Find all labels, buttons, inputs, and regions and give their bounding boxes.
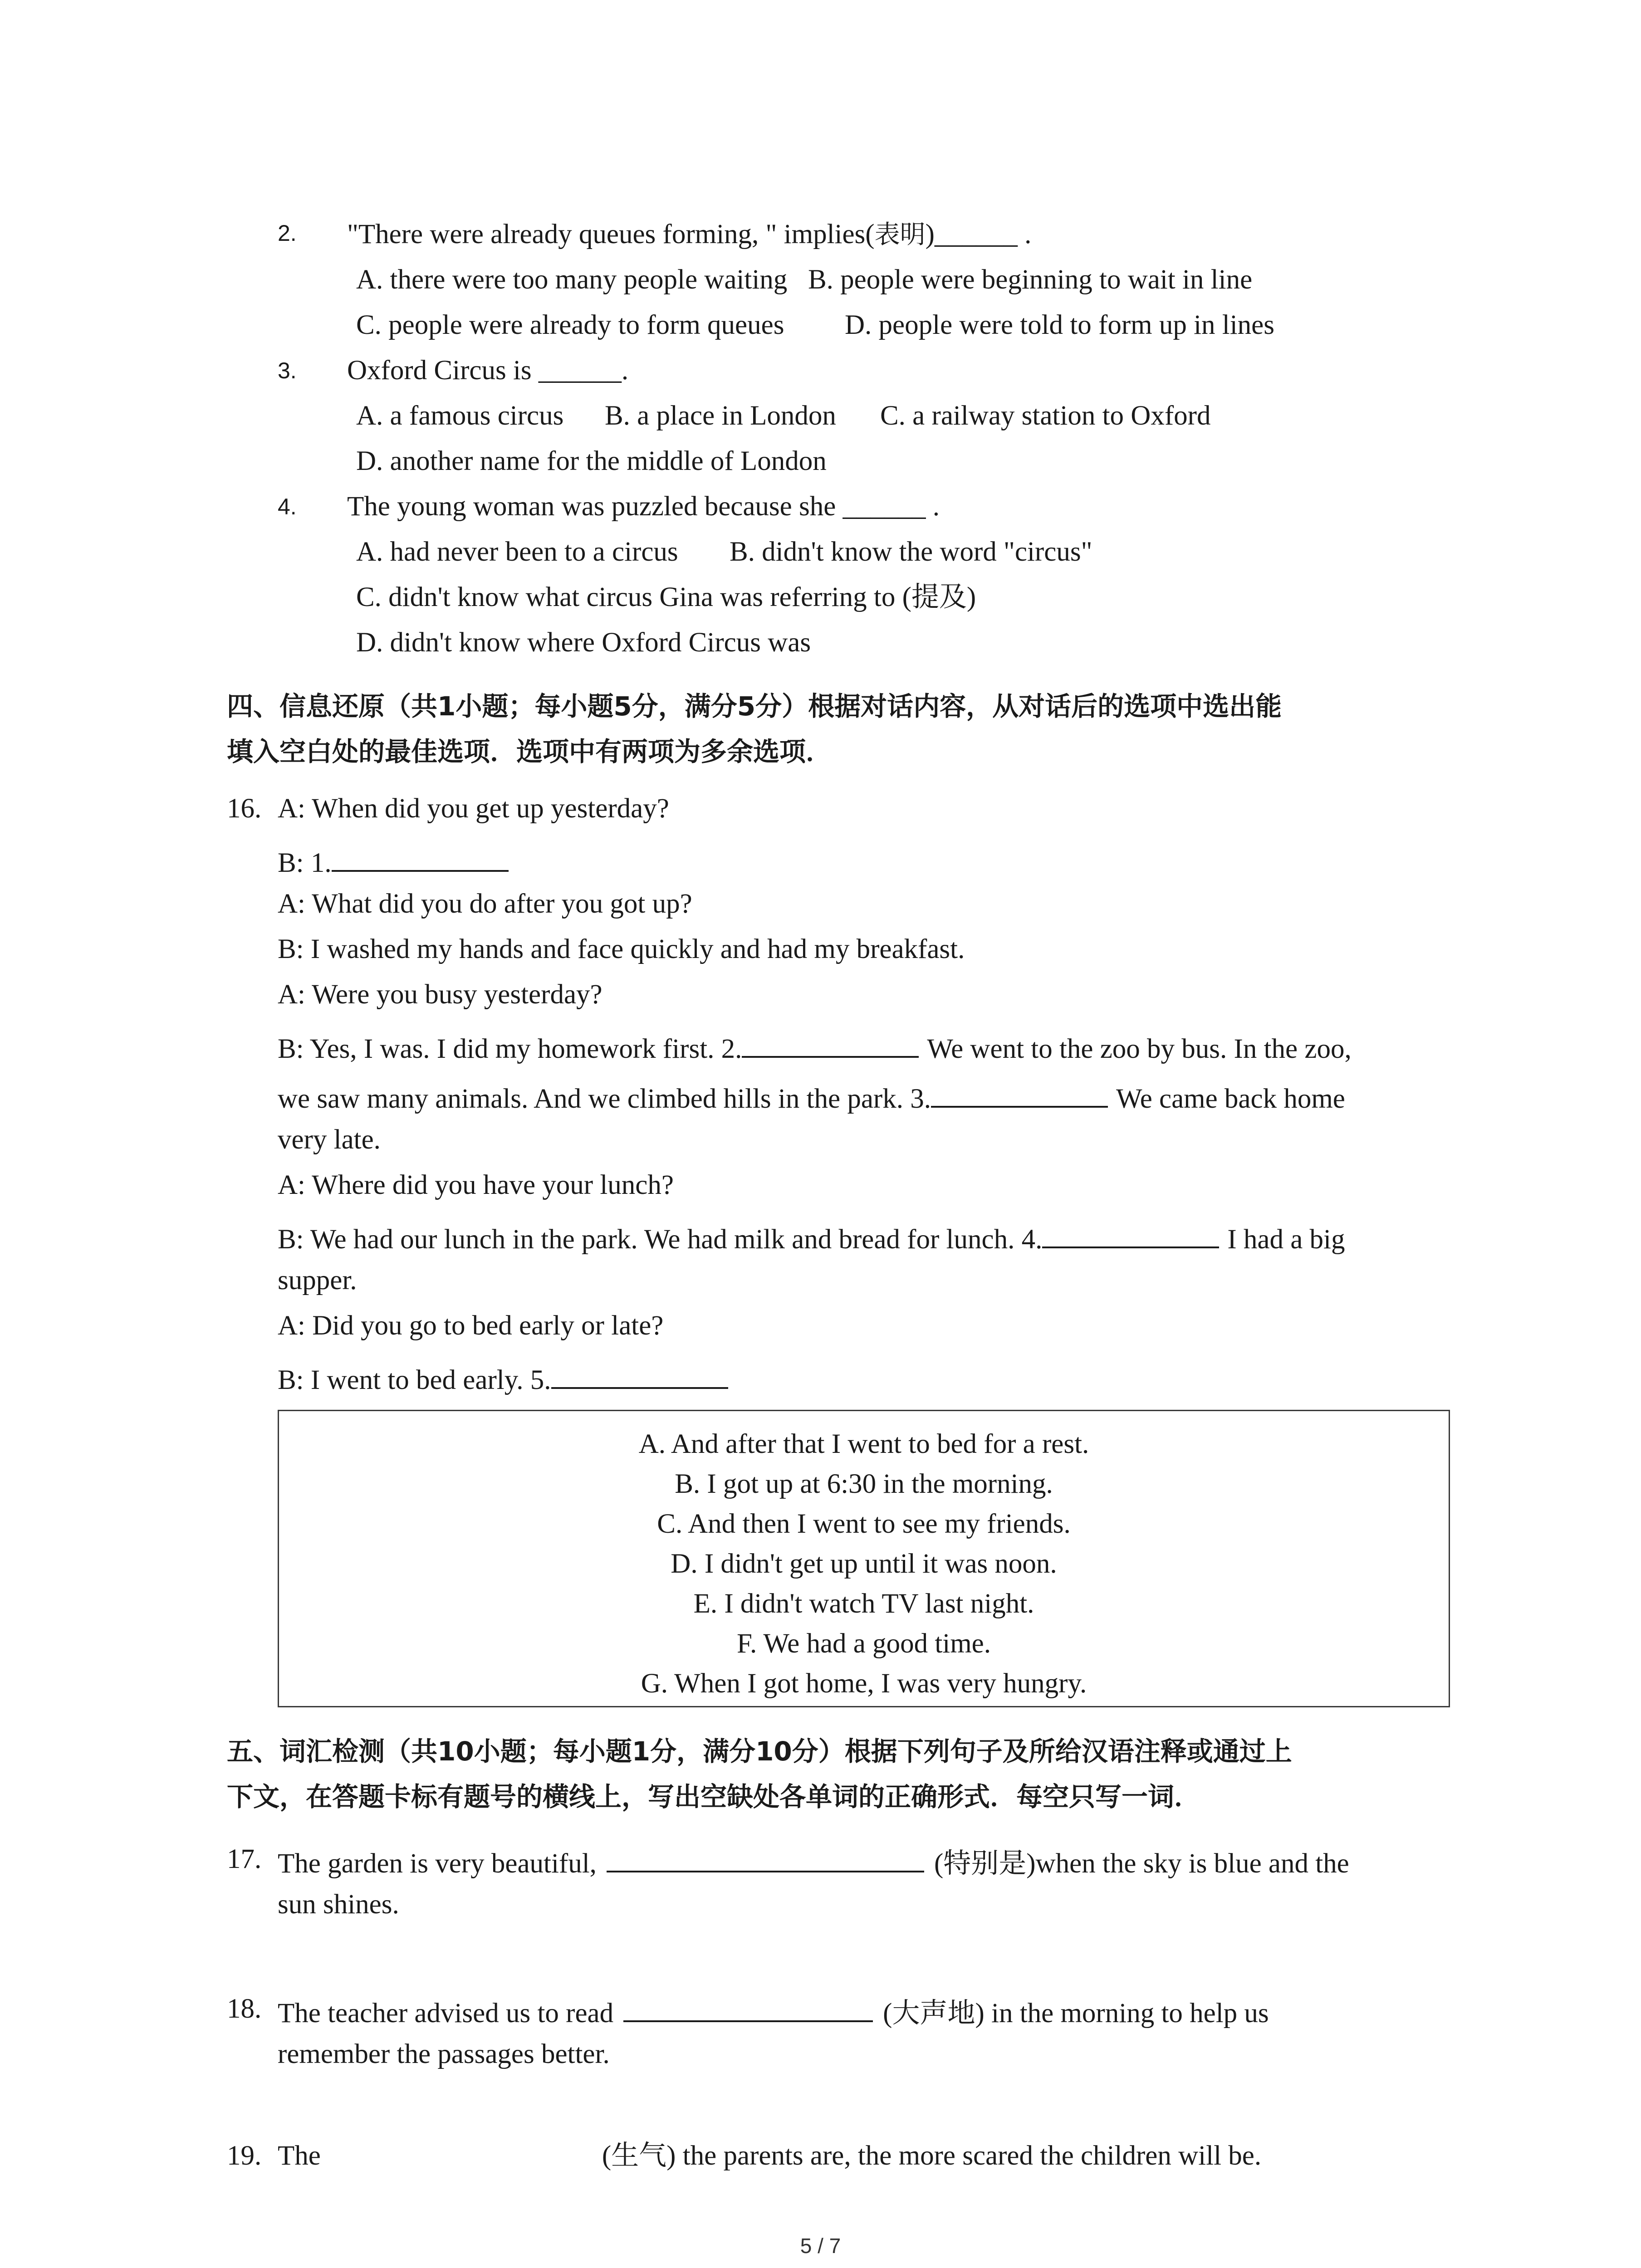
answer-blank[interactable] (607, 1845, 924, 1872)
dialogue-line: A: Did you go to bed early or late? (278, 1310, 664, 1341)
option-d: D. another name for the middle of London (356, 446, 827, 476)
dialogue-text: We went to the zoo by bus. In the zoo, (927, 1034, 1352, 1064)
dialogue-line (278, 845, 509, 877)
question-text: (特别是)when the sky is blue and the (934, 1848, 1349, 1879)
question-stem: The young woman was puzzled because she ______ . (347, 491, 940, 522)
question-line: sun shines. (278, 1889, 399, 1920)
question-number: 3. (278, 358, 297, 383)
question-number: 16. (227, 793, 262, 824)
option-b: B. people were beginning to wait in line (808, 264, 1253, 295)
dialogue-text: We came back home (1116, 1084, 1345, 1114)
question-number: 17. (227, 1844, 262, 1874)
question-number: 4. (278, 494, 297, 519)
section-heading: 五、词汇检测（共10小题；每小题1分，满分10分）根据下列句子及所给汉语注释或通过上 (227, 1736, 1292, 1767)
dialogue-line: B: I washed my hands and face quickly and had my breakfast. (278, 934, 965, 964)
option-item: E. I didn't watch TV last night. (693, 1589, 1034, 1619)
option-c: C. people were already to form queues (356, 310, 784, 340)
question-text: (大声地) in the morning to help us (883, 1998, 1269, 2028)
dialogue-text: I had a big (1227, 1224, 1345, 1255)
dialogue-line (278, 1031, 1352, 1063)
answer-blank[interactable] (931, 1080, 1108, 1108)
section-heading: 下文，在答题卡标有题号的横线上，写出空缺处各单词的正确形式．每空只写一词． (227, 1781, 1201, 1812)
option-item: B. I got up at 6:30 in the morning. (675, 1469, 1053, 1499)
answer-blank[interactable] (551, 1362, 728, 1389)
answer-blank[interactable] (332, 845, 509, 872)
dialogue-text: we saw many animals. And we climbed hills in the park. 3. (278, 1084, 931, 1114)
question-line (278, 1995, 1269, 2027)
stem-text: "There were already queues forming, " implies( (347, 219, 875, 249)
option-item: C. And then I went to see my friends. (657, 1509, 1071, 1539)
option-c: C. a railway station to Oxford (880, 401, 1211, 431)
option-item: F. We had a good time. (736, 1628, 991, 1659)
dialogue-text: B: We had our lunch in the park. We had milk and bread for lunch. 4. (278, 1224, 1043, 1255)
question-number: 18. (227, 1994, 262, 2024)
options-box (278, 1410, 1450, 1707)
option-a: A. had never been to a circus (356, 537, 678, 567)
option-d: D. didn't know where Oxford Circus was (356, 627, 811, 658)
question-line: remember the passages better. (278, 2039, 610, 2069)
question-text: The teacher advised us to read (278, 1998, 614, 2028)
question-line (278, 1845, 1349, 1877)
answer-blank[interactable] (623, 1995, 873, 2022)
answer-blank[interactable] (1042, 1221, 1219, 1248)
option-b: B. a place in London (605, 401, 836, 431)
option-c: C. didn't know what circus Gina was referring to (提及) (356, 582, 976, 612)
option-item: G. When I got home, I was very hungry. (641, 1668, 1087, 1699)
dialogue-line: supper. (278, 1265, 357, 1295)
dialogue-line: A: Where did you have your lunch? (278, 1170, 674, 1200)
page-number: 5 / 7 (800, 2234, 841, 2258)
dialogue-line (278, 1221, 1345, 1253)
stem-text-end: )______ . (925, 219, 1032, 249)
option-a: A. there were too many people waiting (356, 264, 788, 295)
dialogue-text: B: I went to bed early. 5. (278, 1365, 551, 1395)
question-stem (347, 220, 1031, 248)
option-a: A. a famous circus (356, 401, 564, 431)
dialogue-line: A: When did you get up yesterday? (278, 793, 669, 824)
dialogue-line (278, 1362, 728, 1394)
option-d: D. people were told to form up in lines (845, 310, 1274, 340)
answer-blank[interactable] (742, 1031, 919, 1058)
question-stem: Oxford Circus is ______. (347, 355, 629, 386)
dialogue-line: A: Were you busy yesterday? (278, 979, 603, 1010)
dialogue-line: A: What did you do after you got up? (278, 889, 692, 919)
option-item: A. And after that I went to bed for a rest. (638, 1429, 1089, 1459)
option-b: B. didn't know the word "circus" (730, 537, 1092, 567)
dialogue-text: B: 1. (278, 848, 332, 878)
stem-chinese: 表明 (874, 220, 926, 249)
question-line (278, 2142, 1261, 2170)
section-heading: 四、信息还原（共1小题；每小题5分，满分5分）根据对话内容，从对话后的选项中选出能 (227, 691, 1282, 722)
option-item: D. I didn't get up until it was noon. (671, 1549, 1057, 1579)
question-number: 2. (278, 220, 297, 246)
question-text: The (278, 2141, 321, 2171)
question-text: (生气) the parents are, the more scared the children will be. (602, 2141, 1262, 2171)
dialogue-line (278, 1080, 1345, 1113)
question-number: 19. (227, 2141, 262, 2171)
section-heading: 填入空白处的最佳选项．选项中有两项为多余选项． (227, 736, 833, 767)
question-text: The garden is very beautiful, (278, 1848, 597, 1879)
dialogue-line: very late. (278, 1124, 381, 1155)
dialogue-text: B: Yes, I was. I did my homework first. 2. (278, 1034, 742, 1064)
